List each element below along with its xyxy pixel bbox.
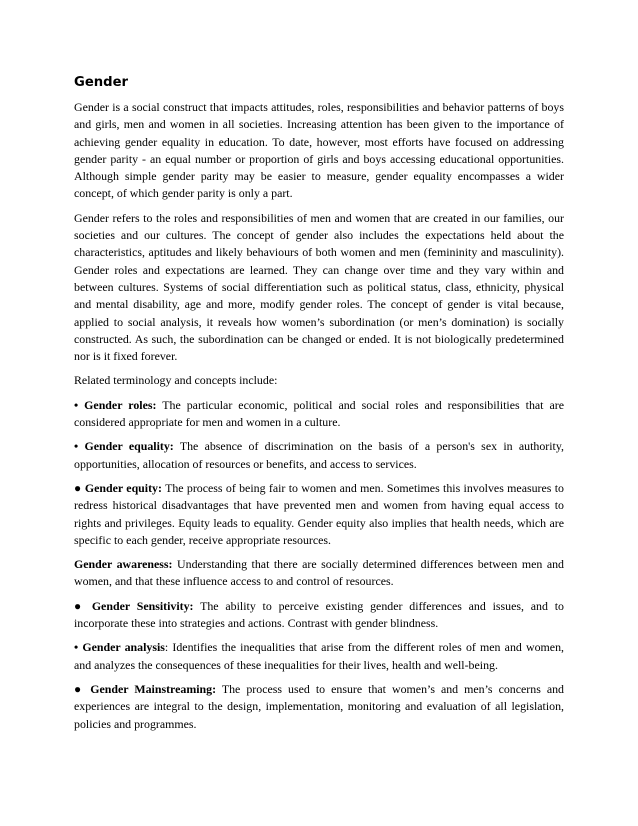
term-label: Gender equality: (84, 439, 174, 454)
term-label: Gender equity: (84, 480, 162, 495)
bullet-icon: ● (74, 598, 92, 613)
definition-paragraph: Gender refers to the roles and responsibilities of men and women that are created in our families, our societies and our cultures. The concept of gender also includes the expectations held about the characteristics, aptitudes and likely behaviours of both women and men (femininity and masculinity). Gender roles and expectations are learned. They can change over time and they vary within and between cultures. Systems of social differentiation such as political status, class, ethnicity, physical and mental disability, age and more, modify gender roles. The concept of gender is vital because, applied to social analysis, it reveals how women’s subordination (or men’s domination) is socially constructed. As such, the subordination can be changed or ended. It is not biologically predetermined nor is it fixed forever. (74, 210, 564, 364)
bullet-icon: ● (74, 681, 91, 696)
bullet-icon: • (74, 397, 85, 412)
term-label: Gender Mainstreaming: (90, 681, 217, 696)
term-gender-sensitivity (74, 598, 564, 633)
document-heading: Gender (74, 75, 129, 90)
term-definition: The particular economic, political and social roles and responsibilities that are considered appropriate for men and women in a culture. (74, 397, 564, 430)
term-gender-awareness (74, 556, 564, 591)
document-page (74, 74, 564, 740)
term-label: Gender roles: (84, 397, 157, 412)
intro-paragraph: Gender is a social construct that impacts attitudes, roles, responsibilities and behavior patterns of boys and girls, men and women in all societies. Increasing attention has been given to the importance of achieving gender equality in education. To date, however, most efforts have focused on addressing gender parity - an equal number or proportion of girls and boys accessing educational opportunities. Although simple gender parity may be easier to measure, gender equality encompasses a wider concept, of which gender parity is only a part. (74, 100, 564, 201)
term-definition: Understanding that there are socially determined differences between men and women, and that these influence access to and control of resources. (74, 557, 564, 589)
terminology-intro: Related terminology and concepts include: (74, 373, 278, 388)
term-definition: The process of being fair to women and men. Sometimes this involves measures to redress historical disadvantages that have prevented men and women from having equal access to rights and privileges. Equity leads to equality. Gender equity also implies that health needs, which are specific to each gender, receive appropriate resources. (74, 480, 564, 547)
term-gender-equality (74, 438, 564, 473)
term-gender-roles (74, 397, 564, 432)
bullet-icon: • (74, 439, 85, 454)
bullet-icon: ● (74, 480, 85, 495)
term-definition: The absence of discrimination on the basis of a person's sex in authority, opportunities, allocation of resources or benefits, and access to services. (74, 439, 564, 471)
term-gender-mainstreaming (74, 681, 564, 733)
term-gender-equity (74, 480, 564, 549)
term-definition: : Identifies the inequalities that arise from the different roles of men and women, and analyzes the consequences of these inequalities for their lives, health and well-being. (74, 640, 564, 672)
bullet-icon: • (74, 640, 83, 655)
term-definition: The ability to perceive existing gender differences and issues, and to incorporate these into strategies and actions. Contrast with gender blindness. (74, 598, 564, 631)
term-label: Gender analysis (82, 640, 165, 655)
term-label: Gender awareness: (74, 557, 173, 572)
term-gender-analysis (74, 639, 564, 674)
term-definition: The process used to ensure that women’s and men’s concerns and experiences are integral to the design, implementation, monitoring and evaluation of all legislation, policies and programmes. (74, 681, 565, 731)
term-label: Gender Sensitivity: (91, 598, 194, 613)
